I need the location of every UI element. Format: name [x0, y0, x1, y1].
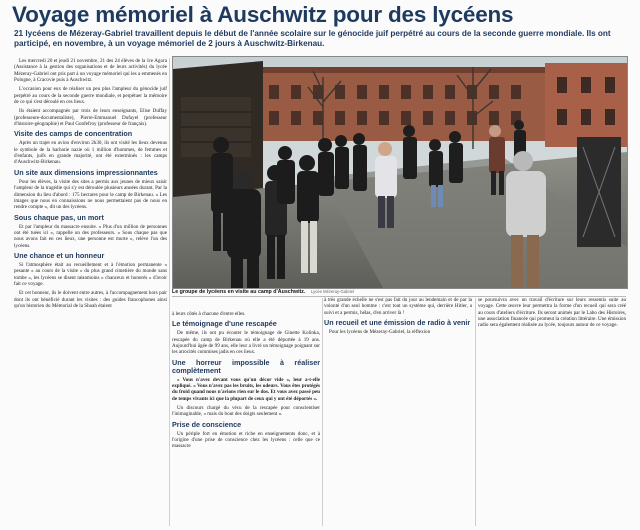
subheading: Le témoignage d'une rescapée	[172, 319, 277, 329]
paragraph: se poursuivra avec un travail d'écriture sur leurs ressentis suite au voyage. Cette œuvre leur permettra la forme d'un recueil qui sera créé au cours d'ateliers d'écriture. Ils seront animés par le Labo des Histoires, une association financée qui promeut la création littéraire. Une émission radio sera également réalisée au lycée, toujours autour de ce voyage.	[478, 297, 626, 329]
article-photo	[172, 56, 628, 289]
paragraph: à leurs côtés à chacune d'entre elles.	[172, 311, 246, 317]
paragraph: Après un trajet en avion d'environ 2h30, ils ont visité les lieux devenus le symbole de la barbarie nazie où 1 million d'hommes, de femmes et d'enfants, juifs en grande majorité, ont été exterminés : les camps d'Auschwitz-Birkenau.	[14, 140, 167, 166]
subheading: Prise de conscience	[172, 419, 242, 429]
paragraph: Pour les lycéens de Mézeray-Gabriel, la réflexion	[329, 329, 431, 336]
column-divider	[169, 58, 170, 526]
article-column-1	[14, 58, 167, 528]
column-divider	[322, 298, 323, 526]
subheading: Visite des camps de concentration	[14, 129, 133, 139]
paragraph: « Vous n'avez devant vous qu'un décor vide », leur a-t-elle expliqué. « Vous n'avez pas les bruits, les odeurs. Vous êtes protégés du froid quand nous n'avions rien sur le dos. Et vous avez passé peu de temps vivants ici que la plupart de ceux qui y ont été déportés ».	[172, 376, 320, 402]
column-divider	[475, 298, 476, 526]
article-column-3	[324, 297, 472, 527]
paragraph: Si l'atmosphère était au recueillement et à l'émotion permanente « pesante » au cours de la visite « du plus grand cimetière du monde sans tombe », les lycéens se disent néanmoins « chanceux et honorés » d'avoir fait ce voyage.	[14, 261, 167, 287]
paragraph: L'occasion pour eux de réaliser un peu plus l'ampleur du génocide juif perpétré au cours de la seconde guerre mondiale, et perpétuer la mémoire de ce qui s'est déroulé en ces lieux.	[14, 86, 167, 106]
photo-caption	[172, 289, 626, 297]
paragraph: Un périple fort en émotion et riche en enseignements donc, et à l'origine d'une prise de conscience chez les lycéens : celle que ce massacre	[172, 430, 320, 450]
article-column-2	[172, 311, 320, 527]
paragraph: Et cet honneur, ils le doivent entre autres, à l'accompagnement hors pair dont ils ont bénéficié durant les visites : des guides francophones ainsi qu'un historien du Mémorial de la Shoah étaient	[14, 290, 167, 309]
subheading: Une chance et un honneur	[14, 250, 105, 260]
article-headline: Voyage mémoriel à Auschwitz pour des lycéens	[12, 2, 514, 27]
subheading: Sous chaque pas, un mort	[14, 212, 104, 222]
paragraph: Un discours chargé du vécu de la rescapée pour conscientiser l'inimaginable, « mais du bout des doigts seulement ».	[172, 405, 320, 418]
paragraph: Ils étaient accompagnés par trois de leurs enseignants, Elise Duffay (professeure-documentaliste), Pierre-Emmanuel Dufayel (professeur d'histoire-géographie) et Paul Gonfefroy (professeur de français).	[14, 108, 167, 128]
subheading: Un recueil et une émission de radio à venir	[324, 318, 471, 328]
auschwitz-photo-illustration	[173, 57, 627, 288]
paragraph: Pour les élèves, la visite des sites a permis aux jeunes de mieux saisir l'ampleur de la tragédie qui s'y est déroulée plusieurs années durant. Par la dimension du lieu d'abord : 175 hectares pour le camp de Birkenau. « Les images que nous en connaissions ne nous permettaient pas de nous en rendre compte », dit un des lycéens.	[14, 178, 167, 211]
paragraph: à très grande échelle ne s'est pas fait du jour au lendemain et de par la volonté d'un seul homme : c'est tout un système qui, derrière Hitler, a suivi et a permis, hélas, d'en arriver là !	[324, 297, 472, 316]
article-column-4	[478, 297, 626, 527]
paragraph: Les mercredi 20 et jeudi 21 novembre, 21 des 24 élèves de la 1re Agora (Assistance à la gestion des organisations et de leurs activités) du lycée Mézeray-Gabriel ont pris part à un voyage mémoriel qui les a emmenés en Pologne, à Cracovie puis à Auschwitz.	[14, 58, 167, 84]
subheading: Un site aux dimensions impressionnantes	[14, 167, 158, 177]
photo-caption-text: Le groupe de lycéens en visite au camp d'Auschwitz.	[172, 289, 306, 295]
paragraph: Et par l'ampleur du massacre ensuite. « Plus d'un million de personnes ont été tuées ici », rappelle un des professeurs. « Sous chaque pas que nous avons fait en ces lieux, une personne est morte », relève l'un des lycéens.	[14, 223, 167, 249]
photo-credit: Lycée Mézeray-Gabriel	[310, 289, 355, 294]
paragraph: De même, ils ont pu écouter le témoignage de Ginette Kolinka, rescapée du camp de Birkenau où elle a été déportée à 19 ans. Aujourd'hui âgée de 99 ans, elle leur a livré un témoignage poignant sur les atrocités commises jadis en ces lieux.	[172, 330, 320, 356]
subheading: Une horreur impossible à réaliser complètement	[172, 357, 320, 375]
article-dek: 21 lycéens de Mézeray-Gabriel travaillent depuis le début de l'année scolaire sur le génocide juif perpétré au cours de la seconde guerre mondiale. Ils ont participé, en novembre, à un voyage mémoriel de 2 jours à Auschwitz-Birkenau.	[14, 29, 611, 48]
